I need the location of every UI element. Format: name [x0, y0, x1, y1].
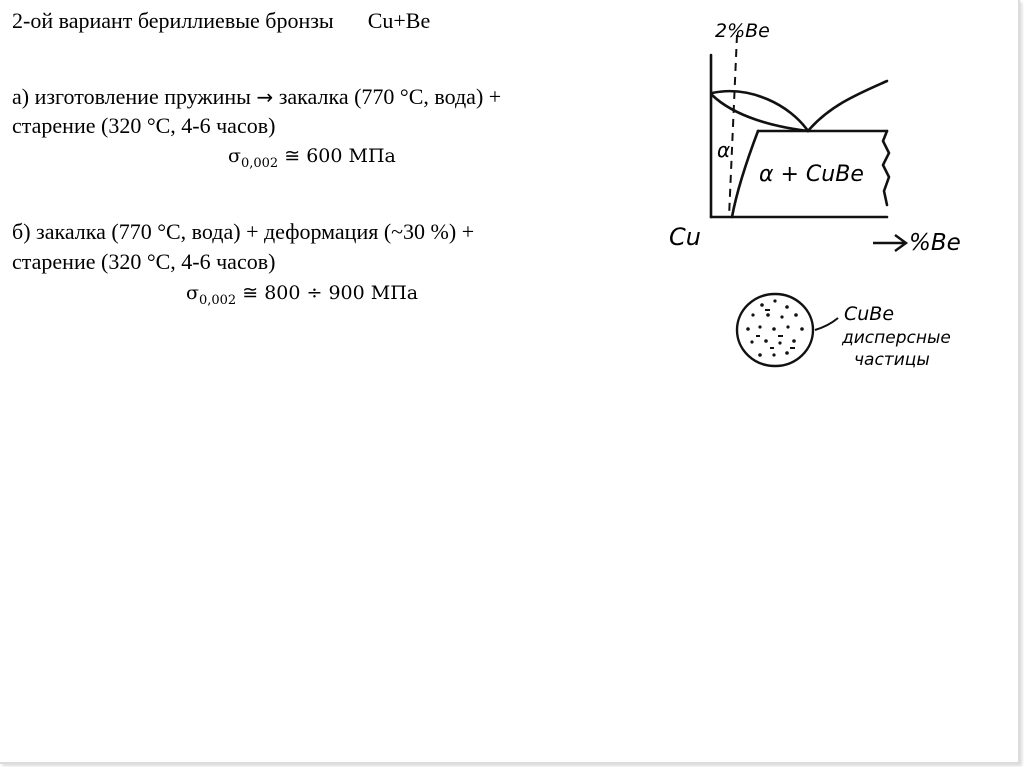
sigma-subscript: 0,002: [240, 155, 279, 171]
alloy-text: Cu+Be: [367, 8, 431, 33]
microstructure-sketch: [720, 285, 990, 385]
sigma-symbol: σ: [186, 282, 199, 304]
liquidus-left: [712, 91, 808, 131]
alpha-label: α: [717, 138, 731, 162]
particles-label-1: CuBe: [844, 303, 895, 325]
sigma-symbol: σ: [228, 145, 241, 167]
top-label: 2%Be: [715, 20, 770, 42]
axis-label: %Be: [909, 230, 961, 256]
formula-value: ≅ 800 ÷ 900 МПа: [242, 282, 419, 304]
formula-value: ≅ 600 МПа: [284, 145, 396, 167]
solidus-left: [712, 95, 808, 131]
sigma-subscript: 0,002: [198, 292, 237, 308]
two-percent-dashed-line: [729, 35, 737, 217]
slide-title: [12, 8, 430, 34]
origin-label: Cu: [669, 223, 701, 251]
right-boundary: [883, 131, 889, 205]
variant-b-line-2: старение (320 °С, 4-6 часов): [12, 249, 276, 274]
variant-b-formula: [186, 282, 418, 308]
dispersed-particles: [746, 299, 804, 356]
variant-b-line-1: б) закалка (770 °С, вода) + деформация (~30 %) +: [12, 219, 475, 244]
two-phase-label: α + CuBe: [759, 162, 864, 187]
particles-label-3: частицы: [854, 350, 930, 370]
variant-a-suffix: закалка (770 °С, вода) +: [278, 84, 502, 109]
variant-a-line-2: старение (320 °С, 4-6 часов): [12, 113, 276, 138]
label-pointer-line: [815, 318, 838, 330]
variant-a-prefix: а) изготовление пружины: [12, 84, 251, 109]
variant-a-line-1: [12, 84, 501, 110]
arrow-right-icon: →: [256, 85, 274, 109]
particles-label-2: дисперсные: [842, 328, 951, 348]
variant-a-formula: [228, 145, 396, 171]
phase-diagram: [655, 5, 990, 265]
title-text: 2-ой вариант бериллиевые бронзы: [12, 8, 334, 33]
liquidus-right: [808, 81, 887, 131]
solvus-line: [732, 131, 758, 217]
